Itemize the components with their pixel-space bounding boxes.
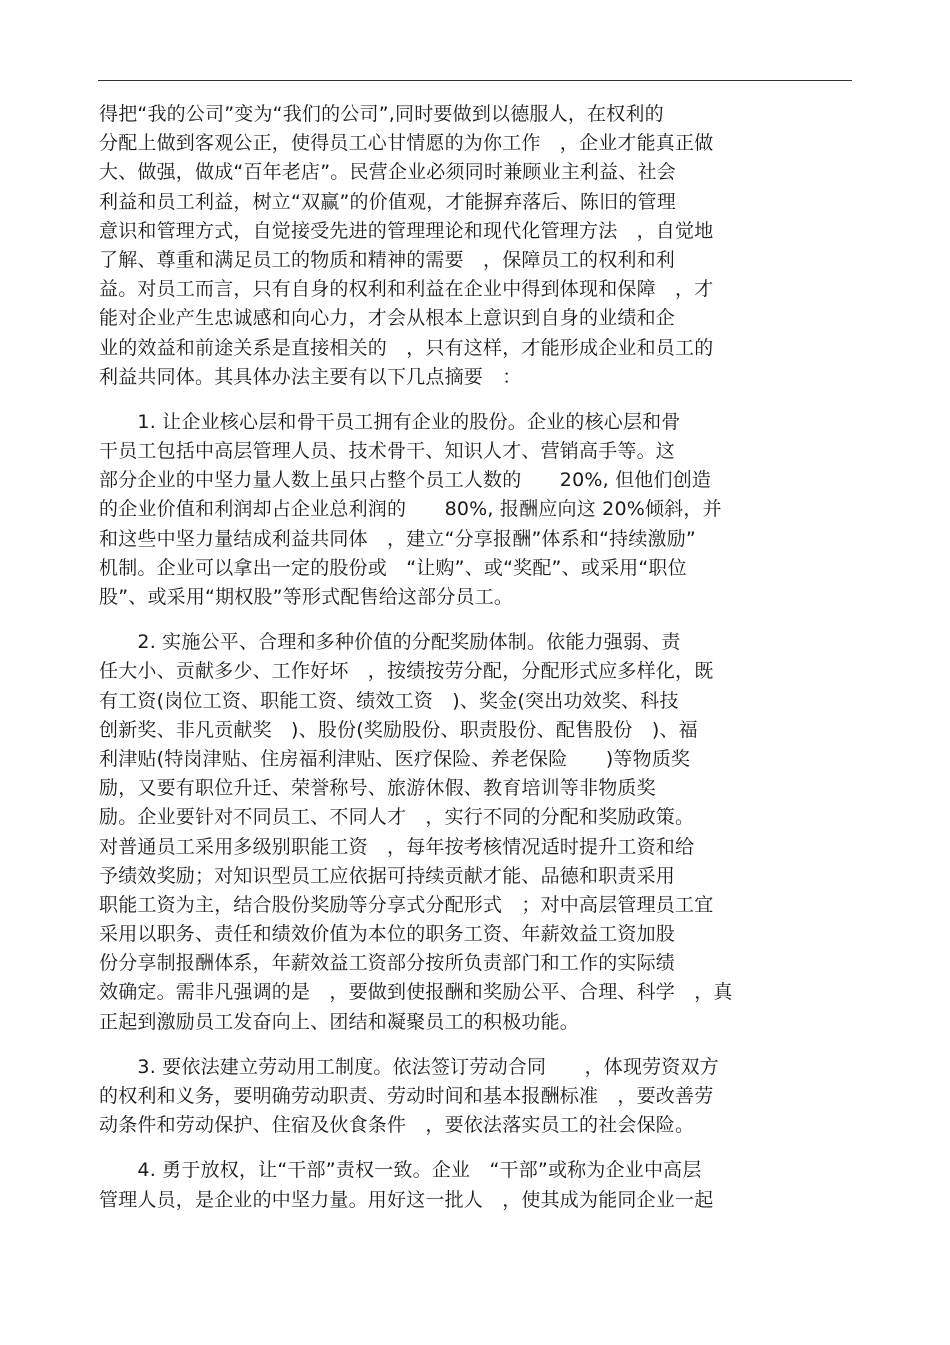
text-line: 4. 勇于放权，让“干部”责权一致。企业 “干部”或称为企业中高层 [99,1159,702,1182]
text-line: 职能工资为主，结合股份奖励等分享式分配形式 ；对中高层管理员工宜 [99,893,714,916]
text-line: 利益和员工利益，树立“双赢”的价值观，才能摒弃落后、陈旧的管理 [99,190,676,213]
text-line: 部分企业的中坚力量人数上虽只占整个员工人数的 20%, 但他们创造 [99,469,712,492]
text-line: 任大小、贡献多少、工作好坏 ，按绩按劳分配，分配形式应多样化，既 [99,660,714,683]
text-line: 2. 实施公平、合理和多种价值的分配奖励体制。依能力强弱、责 [99,631,681,654]
text-line: 能对企业产生忠诚感和向心力，才会从根本上意识到自身的业绩和企 [99,307,676,330]
text-line: 利津贴(特岗津贴、住房福利津贴、医疗保险、养老保险 )等物质奖 [99,747,691,770]
paragraph-item-3 [99,1053,789,1141]
paragraph-item-2 [99,628,789,1037]
text-line: 励，又要有职位升迁、荣誉称号、旅游休假、教育培训等非物质奖 [99,777,656,800]
text-line: 机制。企业可以拿出一定的股份或 “让购”、或“奖配”、或采用“职位 [99,556,687,579]
text-line: 3. 要依法建立劳动用工制度。依法签订劳动合同 ，体现劳资双方 [99,1055,719,1078]
text-line: 效确定。需非凡强调的是 ，要做到使报酬和奖励公平、合理、科学 ，真 [99,981,733,1004]
text-line: 利益共同体。其具体办法主要有以下几点摘要 ： [99,365,522,388]
text-line: 干员工包括中高层管理人员、技术骨干、知识人才、营销高手等。这 [99,440,676,463]
header-rule [98,80,852,81]
text-line: 份分享制报酬体系，年薪效益工资部分按所负责部门和工作的实际绩 [99,952,676,975]
text-line: 和这些中坚力量结成利益共同体 ，建立“分享报酬”体系和“持续激励” [99,527,696,550]
text-line: 正起到激励员工发奋向上、团结和凝聚员工的积极功能。 [99,1010,580,1033]
text-line: 予绩效奖励；对知识型员工应依据可持续贡献才能、品德和职责采用 [99,864,676,887]
text-line: 对普通员工采用多级别职能工资 ，每年按考核情况适时提升工资和给 [99,835,695,858]
text-line: 动条件和劳动保护、住宿及伙食条件 ，要依法落实员工的社会保险。 [99,1114,695,1137]
text-line: 励。企业要针对不同员工、不同人才 ，实行不同的分配和奖励政策。 [99,806,695,829]
body-text [99,100,789,1231]
text-line: 业的效益和前途关系是直接相关的 ，只有这样，才能形成企业和员工的 [99,336,714,359]
text-line: 益。对员工而言，只有自身的权利和利益在企业中得到体现和保障 ，才 [99,278,714,301]
text-line: 采用以职务、责任和绩效价值为本位的职务工资、年薪效益工资加股 [99,923,676,946]
paragraph-item-4 [99,1156,789,1214]
text-line: 的企业价值和利润却占企业总利润的 80%, 报酬应向这 20%倾斜，并 [99,498,722,521]
text-line: 的权利和义务，要明确劳动职责、劳动时间和基本报酬标准 ，要改善劳 [99,1085,714,1107]
paragraph-intro [99,100,789,392]
text-line: 股”、或采用“期权股”等形式配售给这部分员工。 [99,586,514,608]
text-line: 管理人员，是企业的中坚力量。用好这一批人 ，使其成为能同企业一起 [99,1188,714,1211]
text-line: 意识和管理方式，自觉接受先进的管理理论和现代化管理方法 ，自觉地 [99,219,714,242]
text-line: 1. 让企业核心层和骨干员工拥有企业的股份。企业的核心层和骨 [99,410,681,433]
text-line: 得把“我的公司”变为“我们的公司”,同时要做到以德服人，在权利的 [99,103,664,125]
text-line: 了解、尊重和满足员工的物质和精神的需要 ，保障员工的权利和利 [99,248,676,271]
text-line: 创新奖、非凡贡献奖 )、股份(奖励股份、职责股份、配售股份 )、福 [99,718,698,741]
text-line: 大、做强，做成“百年老店”。民营企业必须同时兼顾业主利益、社会 [99,161,676,184]
text-line: 有工资(岗位工资、职能工资、绩效工资 )、奖金(突出功效奖、科技 [99,689,679,712]
paragraph-item-1 [99,408,789,612]
text-line: 分配上做到客观公正，使得员工心甘情愿的为你工作 ，企业才能真正做 [99,132,714,155]
